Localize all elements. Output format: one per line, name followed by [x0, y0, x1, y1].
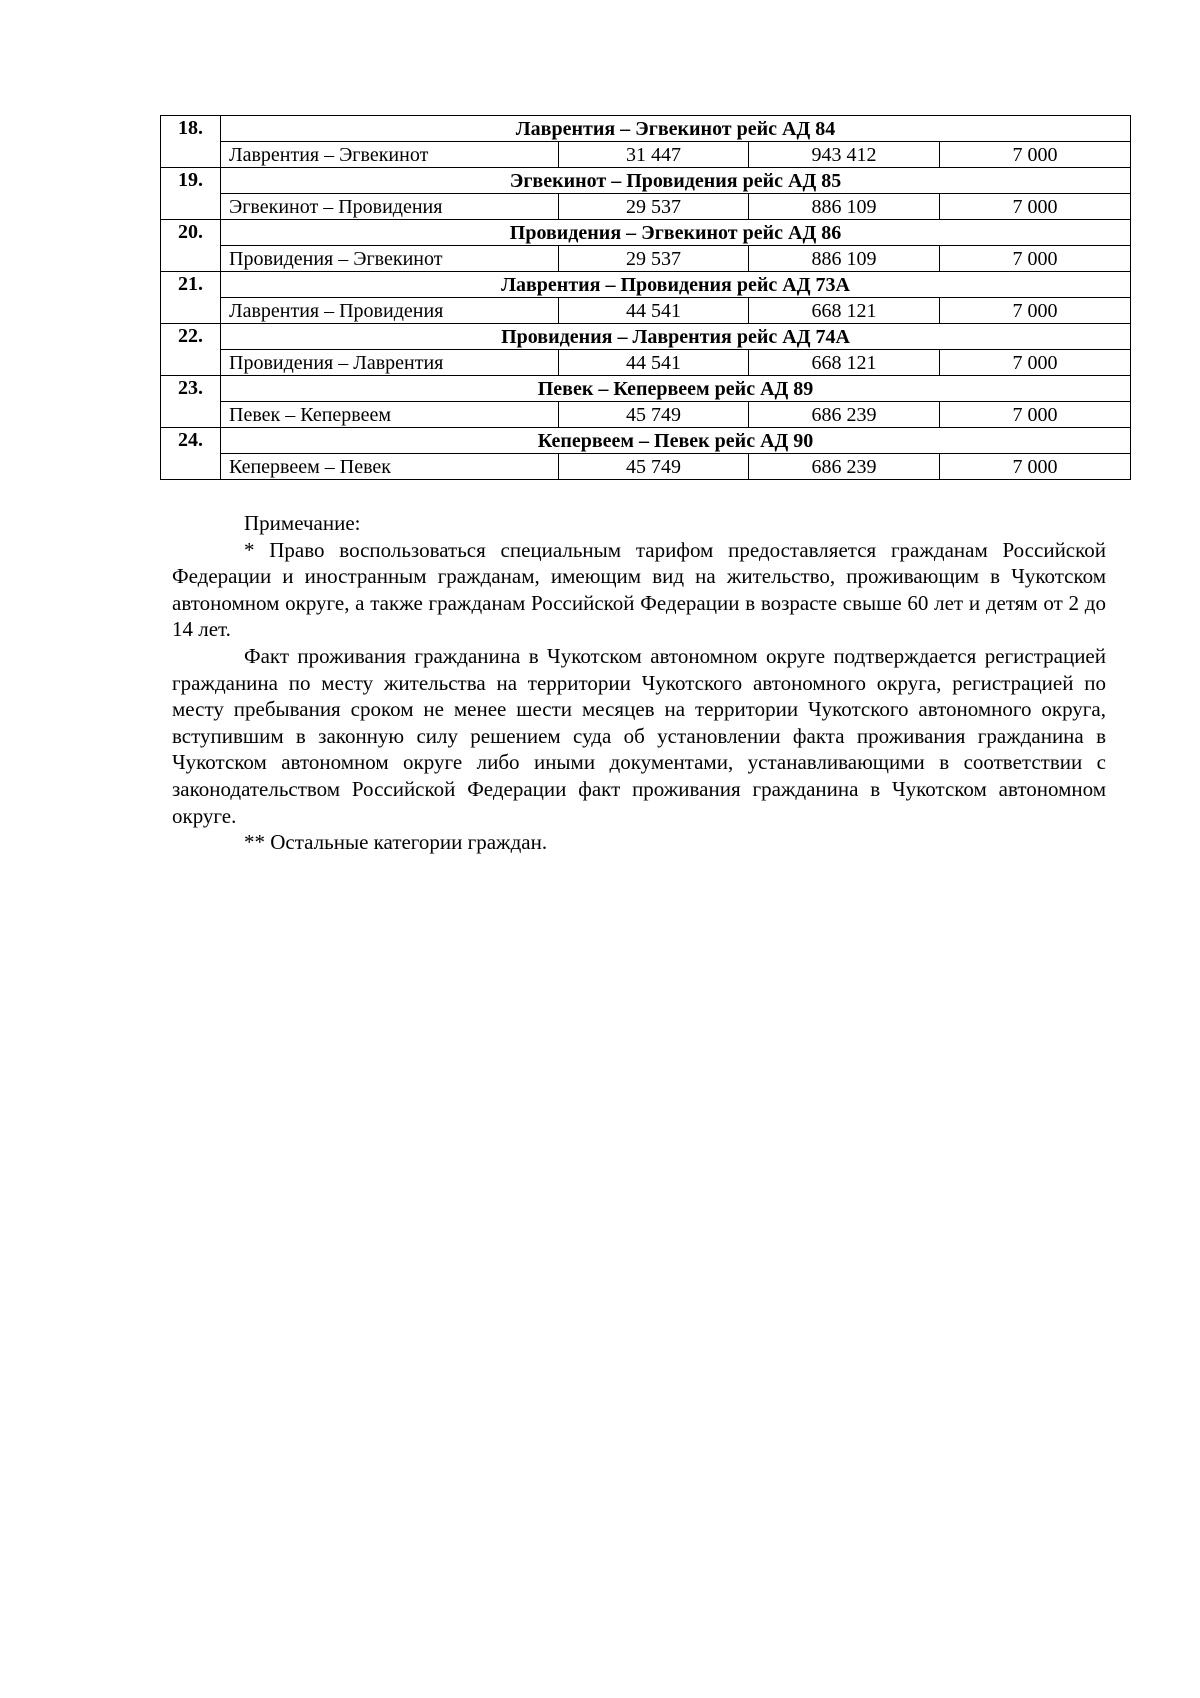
flight-title: Кепервеем – Певек рейс АД 90 — [221, 428, 1131, 454]
value-col-3: 7 000 — [940, 298, 1131, 324]
route-name: Лаврентия – Эгвекинот — [221, 142, 559, 168]
route-number: 24. — [161, 428, 221, 480]
value-col-1: 45 749 — [559, 402, 749, 428]
route-values-row — [161, 246, 1131, 272]
notes-section — [172, 510, 1106, 856]
flight-title: Лаврентия – Эгвекинот рейс АД 84 — [221, 116, 1131, 142]
route-header-row — [161, 376, 1131, 402]
route-number: 18. — [161, 116, 221, 168]
value-col-3: 7 000 — [940, 246, 1131, 272]
route-name: Певек – Кепервеем — [221, 402, 559, 428]
flight-title: Лаврентия – Провидения рейс АД 73А — [221, 272, 1131, 298]
route-header-row — [161, 272, 1131, 298]
route-values-row — [161, 454, 1131, 480]
value-col-2: 668 121 — [749, 350, 940, 376]
route-header-row — [161, 220, 1131, 246]
flight-title: Эгвекинот – Провидения рейс АД 85 — [221, 168, 1131, 194]
route-values-row — [161, 402, 1131, 428]
route-name: Эгвекинот – Провидения — [221, 194, 559, 220]
route-number: 22. — [161, 324, 221, 376]
flight-title: Провидения – Эгвекинот рейс АД 86 — [221, 220, 1131, 246]
route-name: Кепервеем – Певек — [221, 454, 559, 480]
routes-table — [160, 115, 1131, 480]
route-number: 20. — [161, 220, 221, 272]
value-col-1: 44 541 — [559, 298, 749, 324]
routes-table-body — [161, 116, 1131, 480]
route-header-row — [161, 428, 1131, 454]
notes-title: Примечание: — [244, 511, 361, 535]
flight-title: Провидения – Лаврентия рейс АД 74А — [221, 324, 1131, 350]
route-header-row — [161, 116, 1131, 142]
value-col-2: 943 412 — [749, 142, 940, 168]
note-other-categories: ** Остальные категории граждан. — [244, 830, 548, 855]
note-residence-proof: Факт проживания гражданина в Чукотском автономном округе подтверждается регистрацией гражданина по месту жительства на территории Чукотского автономного округа, регистрацией по месту пребывания сроком не менее шести месяцев на территории Чукотского автономного округа, вступившим в законную силу решением суда об установлении факта проживания гражданина в Чукотском автономном округе либо иными документами, устанавливающими в соответствии с законодательством Российской Федерации факт проживания гражданина в Чукотском автономном округе. — [172, 643, 1106, 828]
route-header-row — [161, 168, 1131, 194]
flight-title: Певек – Кепервеем рейс АД 89 — [221, 376, 1131, 402]
route-values-row — [161, 194, 1131, 220]
route-values-row — [161, 142, 1131, 168]
value-col-2: 886 109 — [749, 194, 940, 220]
value-col-2: 668 121 — [749, 298, 940, 324]
route-values-row — [161, 350, 1131, 376]
value-col-1: 45 749 — [559, 454, 749, 480]
route-name: Лаврентия – Провидения — [221, 298, 559, 324]
value-col-3: 7 000 — [940, 402, 1131, 428]
value-col-3: 7 000 — [940, 194, 1131, 220]
value-col-3: 7 000 — [940, 142, 1131, 168]
value-col-1: 29 537 — [559, 246, 749, 272]
value-col-1: 31 447 — [559, 142, 749, 168]
value-col-1: 44 541 — [559, 350, 749, 376]
value-col-2: 886 109 — [749, 246, 940, 272]
route-values-row — [161, 298, 1131, 324]
value-col-2: 686 239 — [749, 402, 940, 428]
value-col-3: 7 000 — [940, 350, 1131, 376]
value-col-2: 686 239 — [749, 454, 940, 480]
route-header-row — [161, 324, 1131, 350]
route-number: 23. — [161, 376, 221, 428]
route-name: Провидения – Лаврентия — [221, 350, 559, 376]
route-name: Провидения – Эгвекинот — [221, 246, 559, 272]
value-col-1: 29 537 — [559, 194, 749, 220]
value-col-3: 7 000 — [940, 454, 1131, 480]
route-number: 19. — [161, 168, 221, 220]
route-number: 21. — [161, 272, 221, 324]
note-special-tariff: * Право воспользоваться специальным тарифом предоставляется гражданам Российской Федерации и иностранным гражданам, имеющим вид на жительство, проживающим в Чукотском автономном округе, а также гражданам Российской Федерации в возрасте свыше 60 лет и детям от 2 до 14 лет. — [172, 537, 1106, 642]
